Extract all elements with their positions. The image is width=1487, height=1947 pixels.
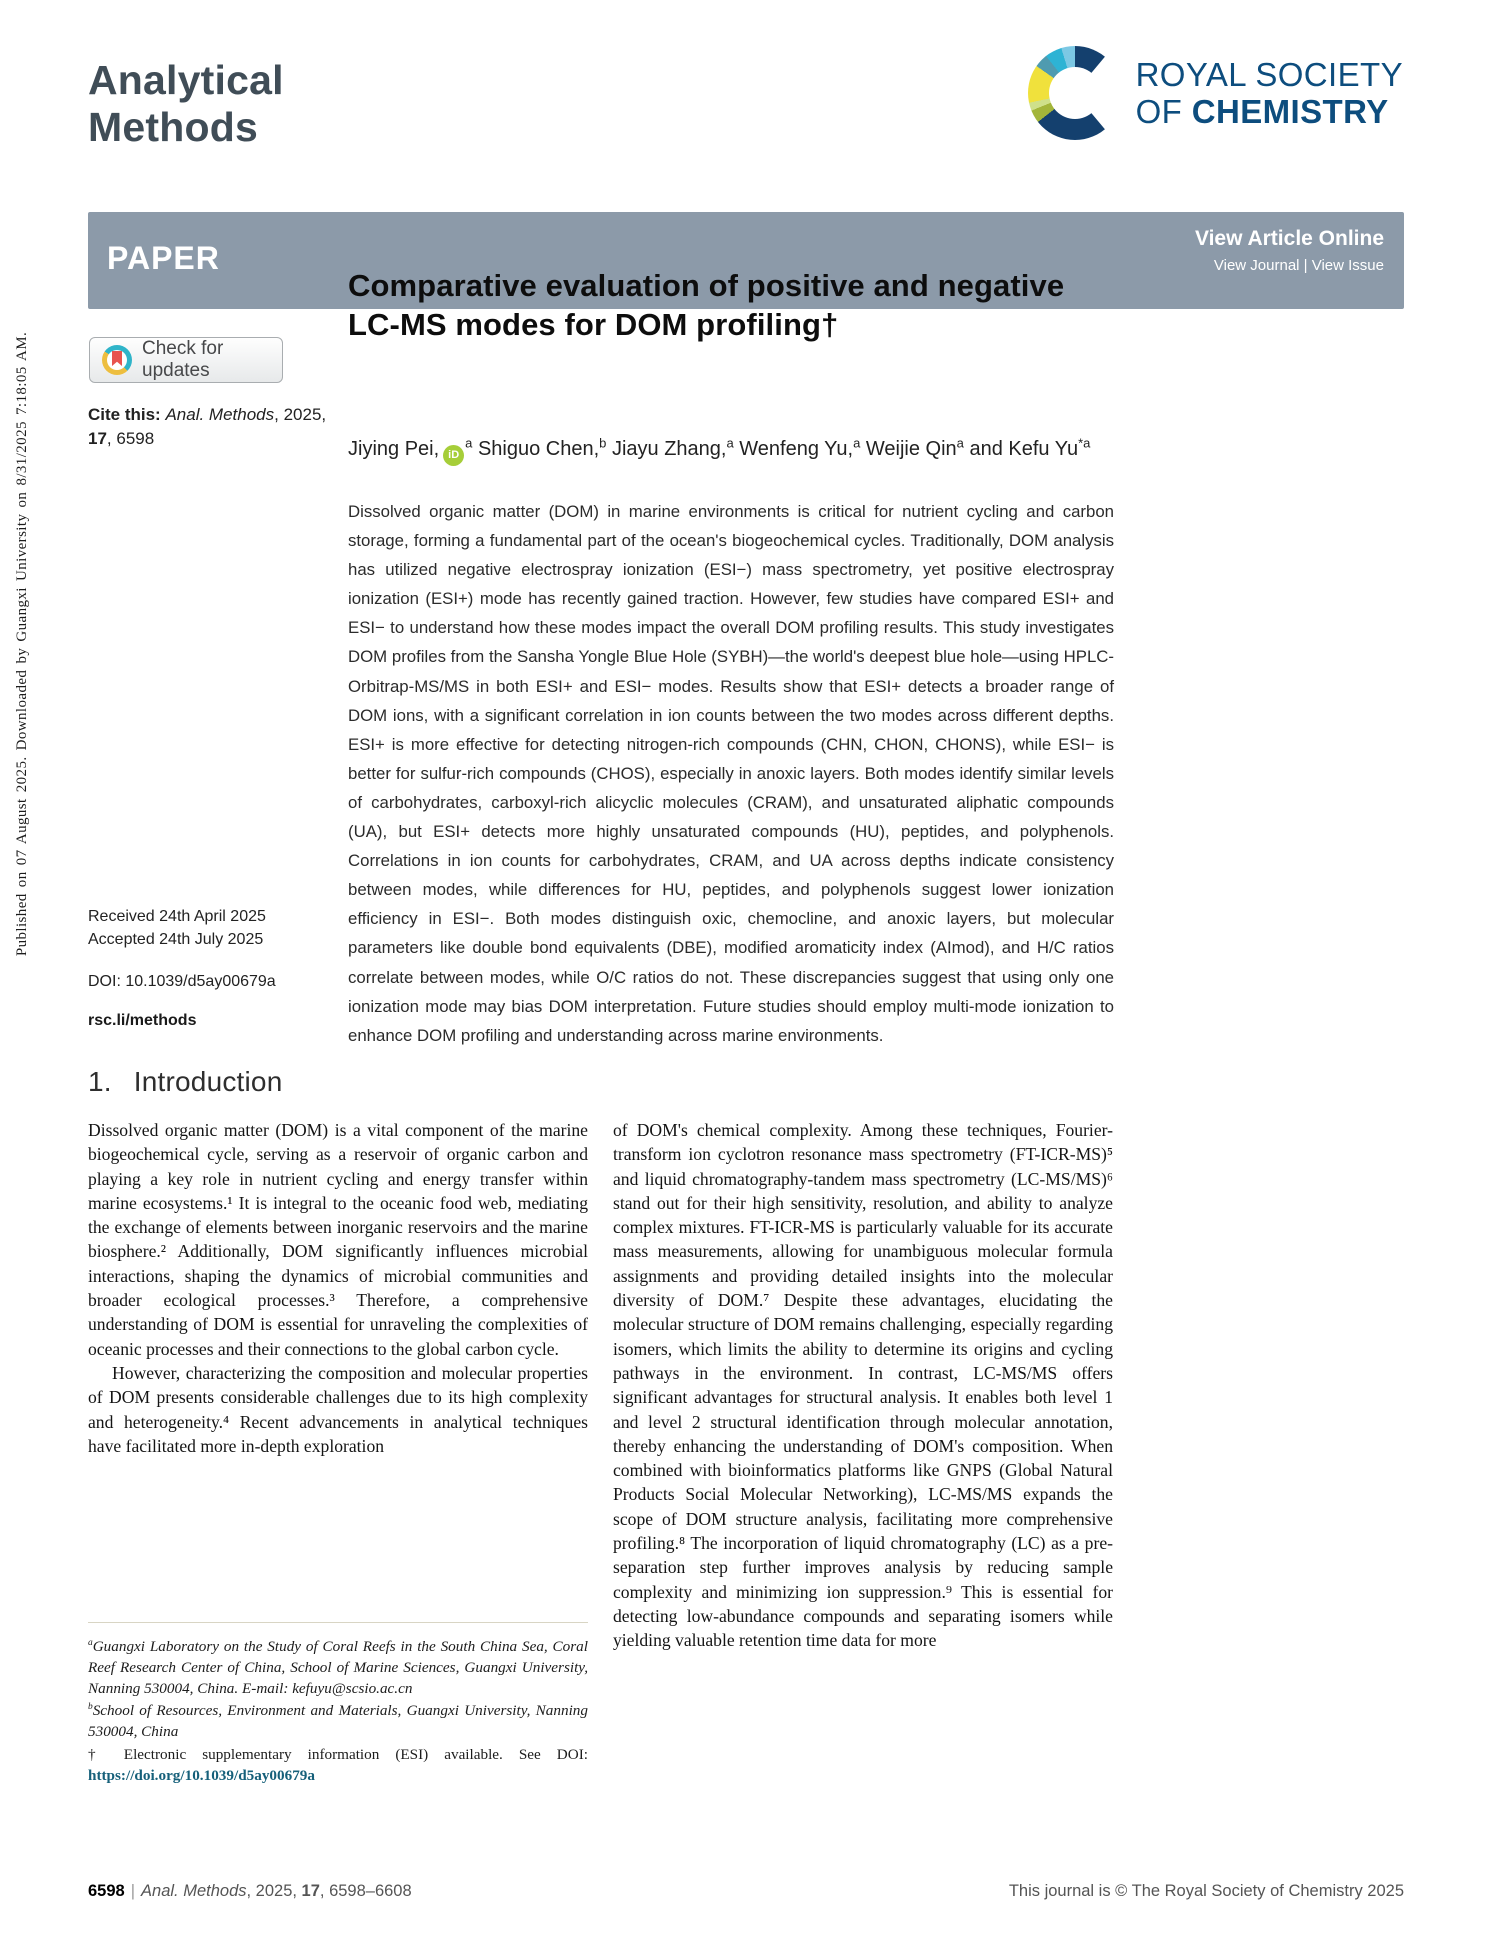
view-issue-link[interactable]: View Issue [1311,257,1384,274]
dates-block [88,905,348,951]
footnote-b-text: School of Resources, Environment and Materials, Guangxi University, Nanning 530004, China [88,1702,588,1741]
author-list [348,435,1120,466]
download-watermark: Published on 07 August 2025. Downloaded by Guangxi University on 8/31/2025 7:18:05 AM. [14,331,30,957]
received-date: Received 24th April 2025 [88,908,266,925]
footer-journal: Anal. Methods [141,1882,247,1900]
rsc-wordmark-line2-bold: CHEMISTRY [1191,93,1389,130]
esi-footnote [88,1745,588,1787]
orcid-icon[interactable]: iD [443,445,464,466]
body-column-left [88,1118,588,1653]
section-heading-introduction [88,1066,282,1098]
esi-doi-link[interactable]: https://doi.org/10.1039/d5ay00679a [88,1766,315,1784]
accepted-date: Accepted 24th July 2025 [88,931,264,948]
footer-copyright: This journal is © The Royal Society of Chemistry 2025 [1008,1882,1404,1900]
cite-prefix: Cite this: [88,405,166,424]
page-number: 6598 [88,1882,125,1900]
footnote-a-text: Guangxi Laboratory on the Study of Coral Reefs in the South China Sea, Coral Reef Research Center of China, School of Marine Sciences, Guangxi University, Nanning 530004, China. E-mail: [88,1638,588,1697]
author: Weijie Qin [865,438,957,460]
section-title: Introduction [133,1066,283,1097]
footnotes [88,1622,588,1789]
article-title: Comparative evaluation of positive and negative LC-MS modes for DOM profiling† [348,268,1065,342]
journal-title [88,57,284,151]
email-link[interactable]: kefuyu@scsio.ac.cn [292,1679,413,1697]
affiliation-mark: a [726,435,734,451]
abstract: Dissolved organic matter (DOM) in marine environments is critical for nutrient cycling and carbon storage, forming a fundamental part of the ocean's biogeochemical cycles. Traditionally, DOM analysis has utilized negative electrospray ionization (ESI−) mass spectrometry, yet positive electrospray ionization (ESI+) mode has recently gained traction. However, few studies have compared ESI+ and ESI− to understand how these modes impact the overall DOM profiling results. This study investigates DOM profiles from the Sansha Yongle Blue Hole (SYBH)—the world's deepest blue hole—using HPLC-Orbitrap-MS/MS in both ESI+ and ESI− modes. Results show that ESI+ detects a broader range of DOM ions, with a significant correlation in ion counts between the two modes across different depths. ESI+ is more effective for detecting nitrogen-rich compounds (CHN, CHON, CHONS), while ESI− is better for sulfur-rich compounds (CHOS), especially in anoxic layers. Both modes identify similar levels of carbohydrates, carboxyl-rich alicyclic molecules (CRAM), and unsaturated aliphatic compounds (UA), but ESI+ detects more highly unsaturated compounds (HU), peptides, and polyphenols. Correlations in ion counts for carbohydrates, CRAM, and UA across depths indicate consistency between modes, while differences for HU, peptides, and polyphenols suggest lower ionization efficiency in ESI−. Both modes distinguish oxic, chemocline, and anoxic layers, but molecular parameters like double bond equivalents (DBE), modified aromaticity index (AImod), and H/C ratios correlate between modes, while O/C ratios do not. These discrepancies suggest that using only one ionization mode may bias DOM interpretation. Future studies should employ multi-mode ionization to enhance DOM profiling and understanding across marine environments. [348,502,1114,1045]
page-footer [88,1882,1404,1901]
view-journal-link[interactable]: View Journal [1213,257,1300,274]
author: Jiayu Zhang, [611,438,727,460]
affiliation-footnote-b [88,1701,588,1743]
paragraph: Dissolved organic matter (DOM) is a vital component of the marine biogeochemical cycle, serving as a reservoir of organic carbon and playing a key role in nutrient cycling and energy transfer within marine ecosystems.¹ It is integral to the oceanic food web, mediating the exchange of elements between inorganic reservoirs and the marine biosphere.² Additionally, DOM significantly influences microbial interactions, shaping the dynamics of microbial communities and broader ecological processes.³ Therefore, a comprehensive understanding of DOM is essential for unraveling the complexities of oceanic processes and their connections to the global carbon cycle. [88,1120,588,1359]
footnote-divider [88,1622,588,1623]
section-number: 1. [88,1066,112,1097]
cite-page: , 6598 [106,429,155,448]
paper-type-label: PAPER [107,240,220,276]
journal-title-line2: Methods [88,104,258,150]
affiliation-mark: a [956,435,964,451]
esi-footnote-text: † Electronic supplementary information (ESI) available. See DOI: [88,1745,588,1763]
rsc-logo [1028,46,1403,140]
footnote-mark-b: b [88,1702,93,1713]
rsc-wordmark-line2-prefix: OF [1135,93,1192,130]
link-separator: | [1299,257,1312,274]
crossmark-icon [102,345,132,375]
author: Wenfeng Yu, [739,438,854,460]
doi: DOI: 10.1039/d5ay00679a [88,973,276,990]
view-journal-issue-links [1195,257,1384,274]
affiliation-footnote-a [88,1637,588,1699]
rsc-ring-hole [1049,67,1101,119]
author: Jiying Pei, [348,438,440,460]
rsc-wordmark-line1: ROYAL SOCIETY [1135,56,1403,93]
check-for-updates-button[interactable] [89,337,283,383]
affiliation-mark: *a [1078,435,1091,451]
body-column-right [613,1118,1113,1653]
paragraph: of DOM's chemical complexity. Among these techniques, Fourier-transform ion cyclotron resonance mass spectrometry (FT-ICR-MS)⁵ and liquid chromatography-tandem mass spectrometry (LC-MS/MS)⁶ stand out for their high sensitivity, resolution, and ability to analyze complex mixtures. FT-ICR-MS is particularly valuable for its accurate mass measurements, allowing for unambiguous molecular formula assignments and providing detailed insights into the molecular diversity of DOM.⁷ Despite these advantages, elucidating the molecular structure of DOM remains challenging, especially regarding isomers, which limits the ability to determine its origins and cycling pathways in the environment. In contrast, LC-MS/MS offers significant advantages for structural analysis. It enables both level 1 and level 2 structural identification through molecular annotation, thereby enhancing the understanding of DOM's composition. When combined with bioinformatics platforms like GNPS (Global Natural Products Social Molecular Networking), LC-MS/MS expands the scope of DOM structure analysis, facilitating more comprehensive profiling.⁸ The incorporation of liquid chromatography (LC) as a pre-separation step further improves analysis by reducing sample complexity and minimizing ion suppression.⁹ This is essential for detecting low-abundance compounds and separating isomers while yielding valuable retention time data for more [613,1120,1113,1651]
rsc-wordmark [1136,56,1403,130]
view-article-online-link[interactable]: View Article Online [1194,227,1384,250]
affiliation-mark: a [465,435,473,451]
cite-year: , 2025, [274,405,327,424]
body-text [88,1118,1114,1653]
cite-journal: Anal. Methods [165,405,275,424]
cite-this [88,403,340,451]
affiliation-mark: a [853,435,861,451]
banner-links [1195,227,1384,274]
cite-volume: 17 [88,429,107,448]
footer-pages: , 6598–6608 [319,1882,412,1900]
author: and Kefu Yu [969,438,1079,460]
paragraph: However, characterizing the composition and molecular properties of DOM presents considerable challenges due to its high complexity and heterogeneity.⁴ Recent advancements in analytical techniques have facilitated more in-depth exploration [88,1362,588,1456]
rsc-logo-icon [1028,46,1122,140]
affiliation-mark: b [599,435,607,451]
check-for-updates-label: Check for updates [142,338,224,381]
author: Shiguo Chen, [477,438,600,460]
footer-citation: 6598 | Anal. Methods, 2025, 17, 6598–6608 [88,1882,412,1900]
footnote-mark-a: a [88,1637,93,1648]
journal-title-line1: Analytical [88,57,284,103]
rsc-li-link[interactable]: rsc.li/methods [88,1012,197,1029]
footer-volume: 17 [301,1882,320,1900]
